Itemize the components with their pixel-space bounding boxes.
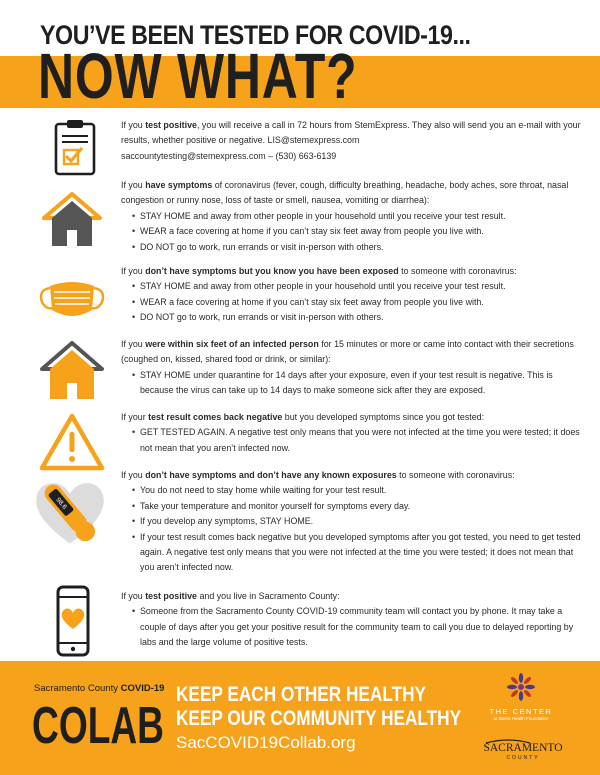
list-item: • DO NOT go to work, run errands or visit in-person with others.: [121, 240, 583, 255]
page-header: [0, 0, 600, 112]
bullet-list: [121, 368, 583, 399]
section-text: If you were within six feet of an infected person for 15 minutes or more or came into contact with their secretions (coughed on, kissed, shared food or drink, or similar): • STAY HOME under quarantine for 14 days after your exposure, even if your test result is negative. This is because the virus can take up to 14 days to make someone sick after they are exposed.: [121, 337, 583, 399]
thermometer-heart-icon: [28, 472, 112, 550]
bullet-list: [121, 604, 583, 650]
page-title: NOW WHAT?: [38, 40, 358, 112]
warning-icon: [34, 408, 110, 480]
list-item: • If your test result comes back negative but you developed symptoms after you got tested, you need to get tested again. A negative test only means that you were not infected at the time you were tested; it does not mean that you aren’t infected now.: [121, 530, 583, 576]
list-item: • If you develop any symptoms, STAY HOME.: [121, 514, 583, 529]
list-item: • STAY HOME under quarantine for 14 days after your exposure, even if your test result is negative. This is because the virus can take up to 14 days to make someone sick after they are exposed.: [121, 368, 583, 399]
list-item: • DO NOT go to work, run errands or visit in-person with others.: [121, 310, 583, 325]
bullet-list: [121, 425, 583, 456]
colab-logo-text: COLAB: [32, 697, 164, 755]
thermometer-reading: 98.6: [54, 496, 68, 511]
bullet-list: [121, 279, 583, 325]
sacramento-county-label: COUNTY: [506, 755, 540, 761]
house-icon: [34, 184, 110, 256]
clipboard-check-icon: [34, 118, 110, 190]
org-label: Sacramento County COVID-19: [34, 683, 165, 694]
section-text: If your test result comes back negative but you developed symptoms since you got tested: • GET TESTED AGAIN. A negative test only means that you were not infected at the time you were tested; it does not mean that you aren’t infected now.: [121, 410, 583, 456]
phone-heart-icon: [34, 583, 110, 659]
sacramento-county-logo: [478, 737, 568, 761]
section-text: If you test positive, you will receive a call in 72 hours from StemExpress. They also will send you an e-mail with your results, whether positive or negative. LIS@stemexpress.com saccountytesting@stemexpress.com – (530) 663-6139: [121, 120, 581, 161]
list-item: • STAY HOME and away from other people in your household until you receive your test result.: [121, 279, 583, 294]
section-text: If you don’t have symptoms and don’t have any known exposures to someone with coronavirus: • You do not need to stay home while waiting for your test result. • Take your temperature and monitor yourself for symptoms every day. • If you develop any symptoms, STAY HOME. • If your test result comes back negative but you developed symptoms after you got tested, you need to get tested again. A negative test only means that you were not infected at the time you were tested; it does not mean that you aren’t infected now.: [121, 468, 583, 576]
the-center-name: THE CENTER: [489, 707, 553, 716]
section-text: If you don’t have symptoms but you know you have been exposed to someone with coronavirus: • STAY HOME and away from other people in your household until you receive your test result. • WEAR a face covering at home if you can’t stay six feet away from people you live with. • DO NOT go to work, run errands or visit in-person with others.: [121, 264, 583, 326]
section-text: If you have symptoms of coronavirus (fever, cough, difficulty breathing, headache, body aches, sore throat, nasal congestion or runny nose, loss of taste or smell, nausea, vomiting or diarrhea): • STAY HOME and away from other people in your household until you receive your test result. • WEAR a face covering at home if you can’t stay six feet away from people you live with. • DO NOT go to work, run errands or visit in-person with others.: [121, 178, 583, 255]
list-item: • WEAR a face covering at home if you can’t stay six feet away from people you live with.: [121, 295, 583, 310]
website-link[interactable]: SacCOVID19Collab.org: [176, 733, 356, 752]
house-outline-icon: [34, 337, 110, 409]
tagline-2: KEEP OUR COMMUNITY HEALTHY: [176, 707, 462, 730]
the-center-subtitle: at Sierra Health Foundation: [493, 716, 549, 721]
list-item: • STAY HOME and away from other people in your household until you receive your test result.: [121, 209, 583, 224]
section-text: If you test positive and you live in Sacramento County: • Someone from the Sacramento County COVID-19 community team will contact you by phone. It may take a couple of days after you get your positive result for the community team to call you due to delayed reporting by labs and the large volume of positive tests.: [121, 589, 583, 651]
list-item: • WEAR a face covering at home if you can’t stay six feet away from people you live with.: [121, 224, 583, 239]
sacramento-name: SACRAMENTO: [483, 742, 563, 754]
bullet-list: [121, 209, 583, 255]
page-footer: [0, 661, 600, 775]
list-item: • You do not need to stay home while waiting for your test result.: [121, 483, 583, 498]
tagline-1: KEEP EACH OTHER HEALTHY: [176, 683, 427, 706]
list-item: • GET TESTED AGAIN. A negative test only means that you were not infected at the time you were tested; it does not mean that you aren’t infected now.: [121, 425, 583, 456]
colab-logo: [32, 697, 166, 755]
page-subtitle: YOU’VE BEEN TESTED FOR COVID-19...: [40, 20, 471, 50]
list-item: • Take your temperature and monitor yourself for symptoms every day.: [121, 499, 583, 514]
list-item: • Someone from the Sacramento County COVID-19 community team will contact you by phone. It may take a couple of days after you get your positive result for the community team to call you due to delayed reporting by labs and the large volume of positive tests.: [121, 604, 583, 650]
contact-line: saccountytesting@stemexpress.com – (530) 663-6139: [121, 150, 337, 161]
face-mask-icon: [34, 266, 110, 338]
bullet-list: [121, 483, 583, 575]
